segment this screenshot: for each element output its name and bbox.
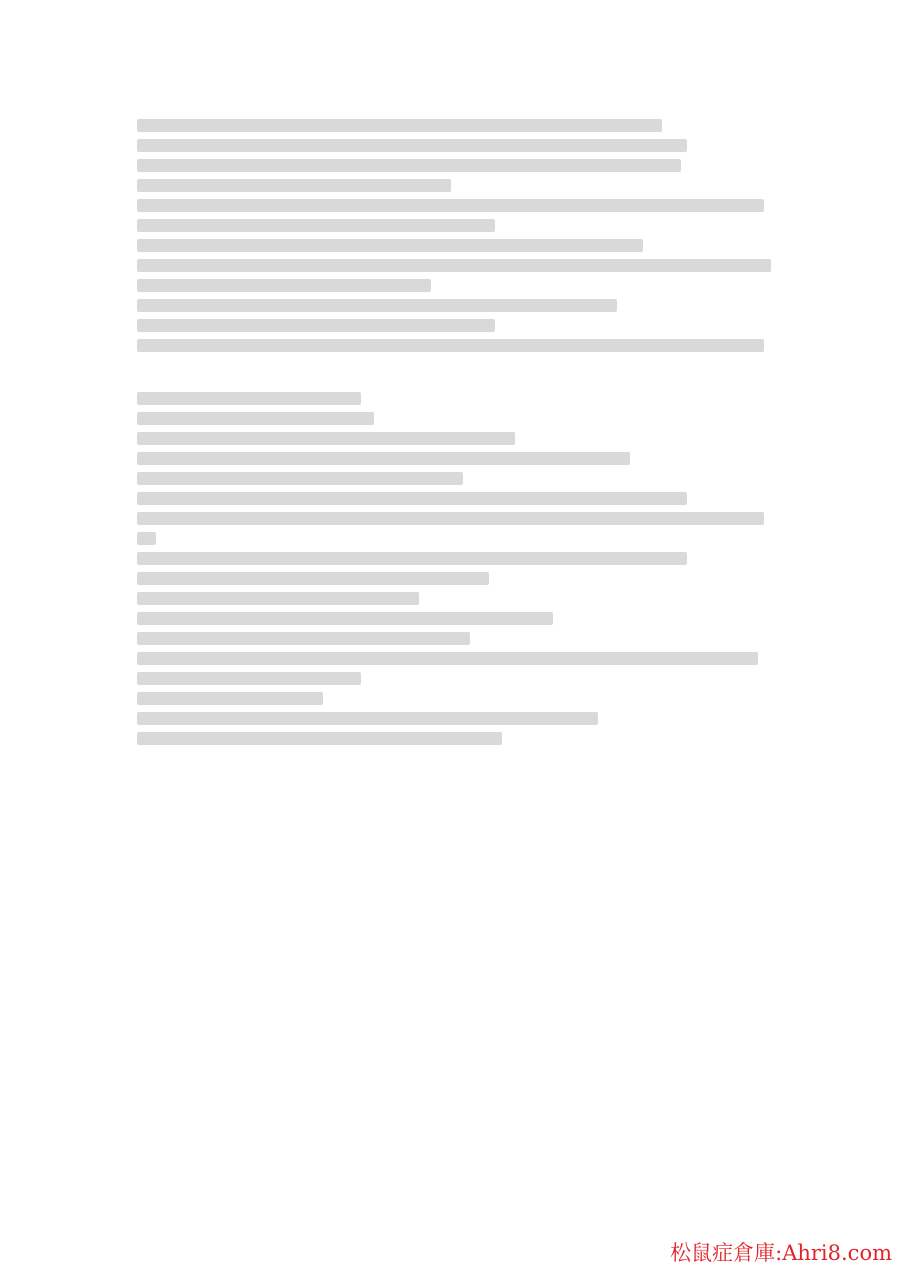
- text-line-placeholder: [137, 432, 515, 445]
- text-line-placeholder: [137, 452, 630, 465]
- text-line-placeholder: [137, 692, 323, 705]
- text-line-placeholder: [137, 239, 643, 252]
- document-body: [137, 112, 777, 752]
- text-line-placeholder: [137, 572, 489, 585]
- text-line-placeholder: [137, 492, 687, 505]
- text-line-placeholder: [137, 392, 361, 405]
- text-line-placeholder: [137, 319, 495, 332]
- text-line-placeholder: [137, 672, 361, 685]
- text-line-placeholder: [137, 299, 617, 312]
- text-line-placeholder: [137, 612, 553, 625]
- text-line-placeholder: [137, 259, 771, 272]
- text-line-placeholder: [137, 632, 470, 645]
- text-line-placeholder: [137, 532, 156, 545]
- text-line-placeholder: [137, 119, 662, 132]
- text-line-placeholder: [137, 732, 502, 745]
- paragraph-gap: [137, 359, 777, 386]
- text-line-placeholder: [137, 592, 419, 605]
- text-line-placeholder: [137, 472, 463, 485]
- text-line-placeholder: [137, 339, 764, 352]
- text-line-placeholder: [137, 412, 374, 425]
- text-line-placeholder: [137, 199, 764, 212]
- text-line-placeholder: [137, 652, 758, 665]
- text-line-placeholder: [137, 279, 431, 292]
- text-line-placeholder: [137, 512, 764, 525]
- text-line-placeholder: [137, 219, 495, 232]
- text-line-placeholder: [137, 179, 451, 192]
- text-line-placeholder: [137, 159, 681, 172]
- site-watermark: 松鼠症倉庫:Ahri8.com: [670, 1241, 892, 1265]
- text-line-placeholder: [137, 552, 687, 565]
- text-line-placeholder: [137, 139, 687, 152]
- text-line-placeholder: [137, 712, 598, 725]
